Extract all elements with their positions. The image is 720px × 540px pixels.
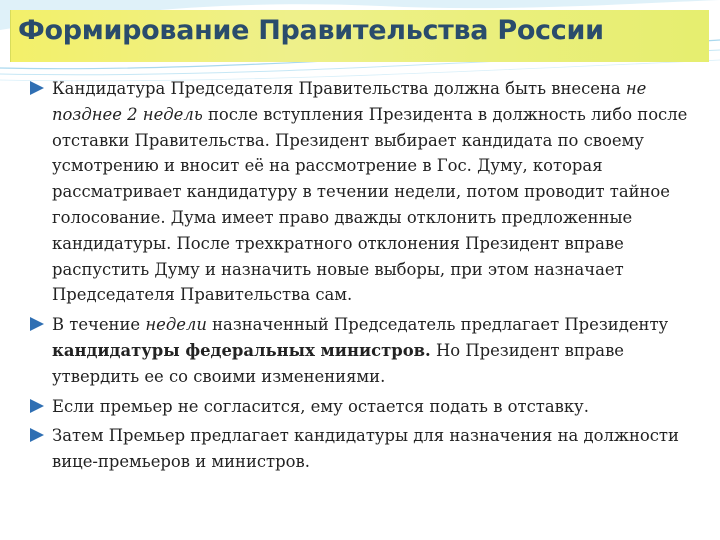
bullet-item: [30, 423, 700, 475]
bullet-text-segment: назначенный Председатель предлагает Президенту: [206, 315, 669, 335]
right-triangle-icon: [30, 81, 44, 95]
right-triangle-icon: [30, 399, 44, 413]
bullet-item: [30, 394, 700, 420]
bullet-item: [30, 312, 700, 389]
right-triangle-icon: [30, 428, 44, 442]
bullet-text-segment: Но Президент вправе утвердить ее со своими изменениями.: [52, 340, 625, 386]
bullet-text-segment: кандидатуры федеральных министров.: [52, 340, 431, 360]
bullet-text-segment: недели: [145, 315, 207, 335]
page-title: Формирование Правительства России: [18, 15, 604, 46]
bullet-text-segment: Затем Премьер предлагает кандидатуры для назначения на должности вице-премьеров и министров.: [52, 426, 679, 472]
bullet-text-segment: Кандидатура Председателя Правительства должна быть внесена: [52, 79, 626, 98]
bullet-list: [30, 76, 700, 479]
bullet-text-segment: после вступления Президента в должность либо после отставки Правительства. Президент выбирает кандидата по своему усмотрению и вносит её на рассмотрение в Гос. Думу, которая рассматривает кандидатуру в течении недели, потом проводит тайное голосование. Дума имеет право дважды отклонить предложенные кандидатуры. После трехкратного отклонения Президент вправе распустить Думу и назначить новые выборы, при этом назначает Председателя Правительства сам.: [52, 104, 688, 305]
bullet-text-segment: не позднее 2 недель: [52, 79, 647, 124]
bullet-text-segment: Если премьер не согласится, ему остается подать в отставку.: [52, 396, 589, 416]
right-triangle-icon: [30, 317, 44, 331]
bullet-text-segment: В течение: [52, 315, 146, 335]
bullet-item: [30, 76, 700, 308]
